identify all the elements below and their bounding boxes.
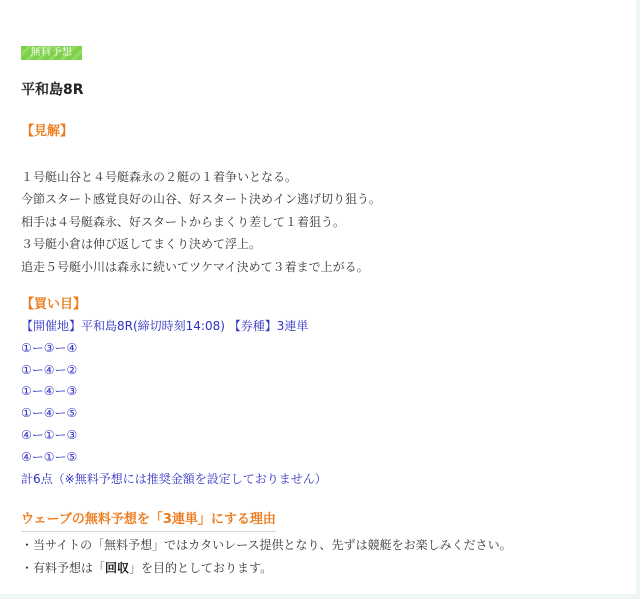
buy-total: 計6点（※無料予想には推奨金額を設定しておりません）	[21, 471, 327, 486]
view-text	[21, 166, 621, 278]
reason-emphasis: 回収	[105, 560, 130, 575]
view-line: 追走５号艇小川は森永に続いてツケマイ決めて３着まで上がる。	[21, 259, 369, 274]
reason-heading: ウェーブの無料予想を「3連単」にする理由	[21, 510, 276, 532]
buy-combo: ①ー④ー⑤	[21, 406, 78, 421]
view-line: 今節スタート感覚良好の山谷、好スタート決めイン逃げ切り狙う。	[21, 192, 382, 207]
reason-line-suffix: 」を目的としております。	[129, 560, 273, 575]
view-heading: 【見解】	[21, 124, 74, 139]
buy-combo: ①ー④ー②	[21, 362, 78, 377]
buy-combo: ④ー①ー⑤	[21, 449, 78, 464]
buy-list	[21, 316, 621, 490]
buy-info: 【開催地】平和島8R(締切時刻14:08) 【券種】3連単	[21, 319, 309, 333]
buy-combo: ④ー①ー③	[21, 427, 78, 442]
free-prediction-badge: 無料予想	[21, 46, 82, 60]
reason-line	[21, 557, 621, 580]
buy-combo: ①ー③ー④	[21, 340, 78, 355]
buy-heading: 【買い目】	[21, 297, 87, 312]
reason-line-prefix: ・有料予想は「	[21, 560, 106, 575]
buy-combo: ①ー④ー③	[21, 384, 78, 399]
view-line: 相手は４号艇森永、好スタートからまくり差して１着狙う。	[21, 214, 346, 229]
view-line: ３号艇小倉は伸び返してまくり決めて浮上。	[21, 237, 262, 252]
race-title: 平和島8R	[21, 82, 84, 98]
view-line: １号艇山谷と４号艇森永の２艇の１着争いとなる。	[21, 170, 298, 184]
reason-section	[21, 508, 621, 579]
reason-line: ・当サイトの「無料予想」ではカタいレース提供となり、先ずは競艇をお楽しみください。	[21, 538, 512, 552]
reason-text	[21, 534, 621, 579]
